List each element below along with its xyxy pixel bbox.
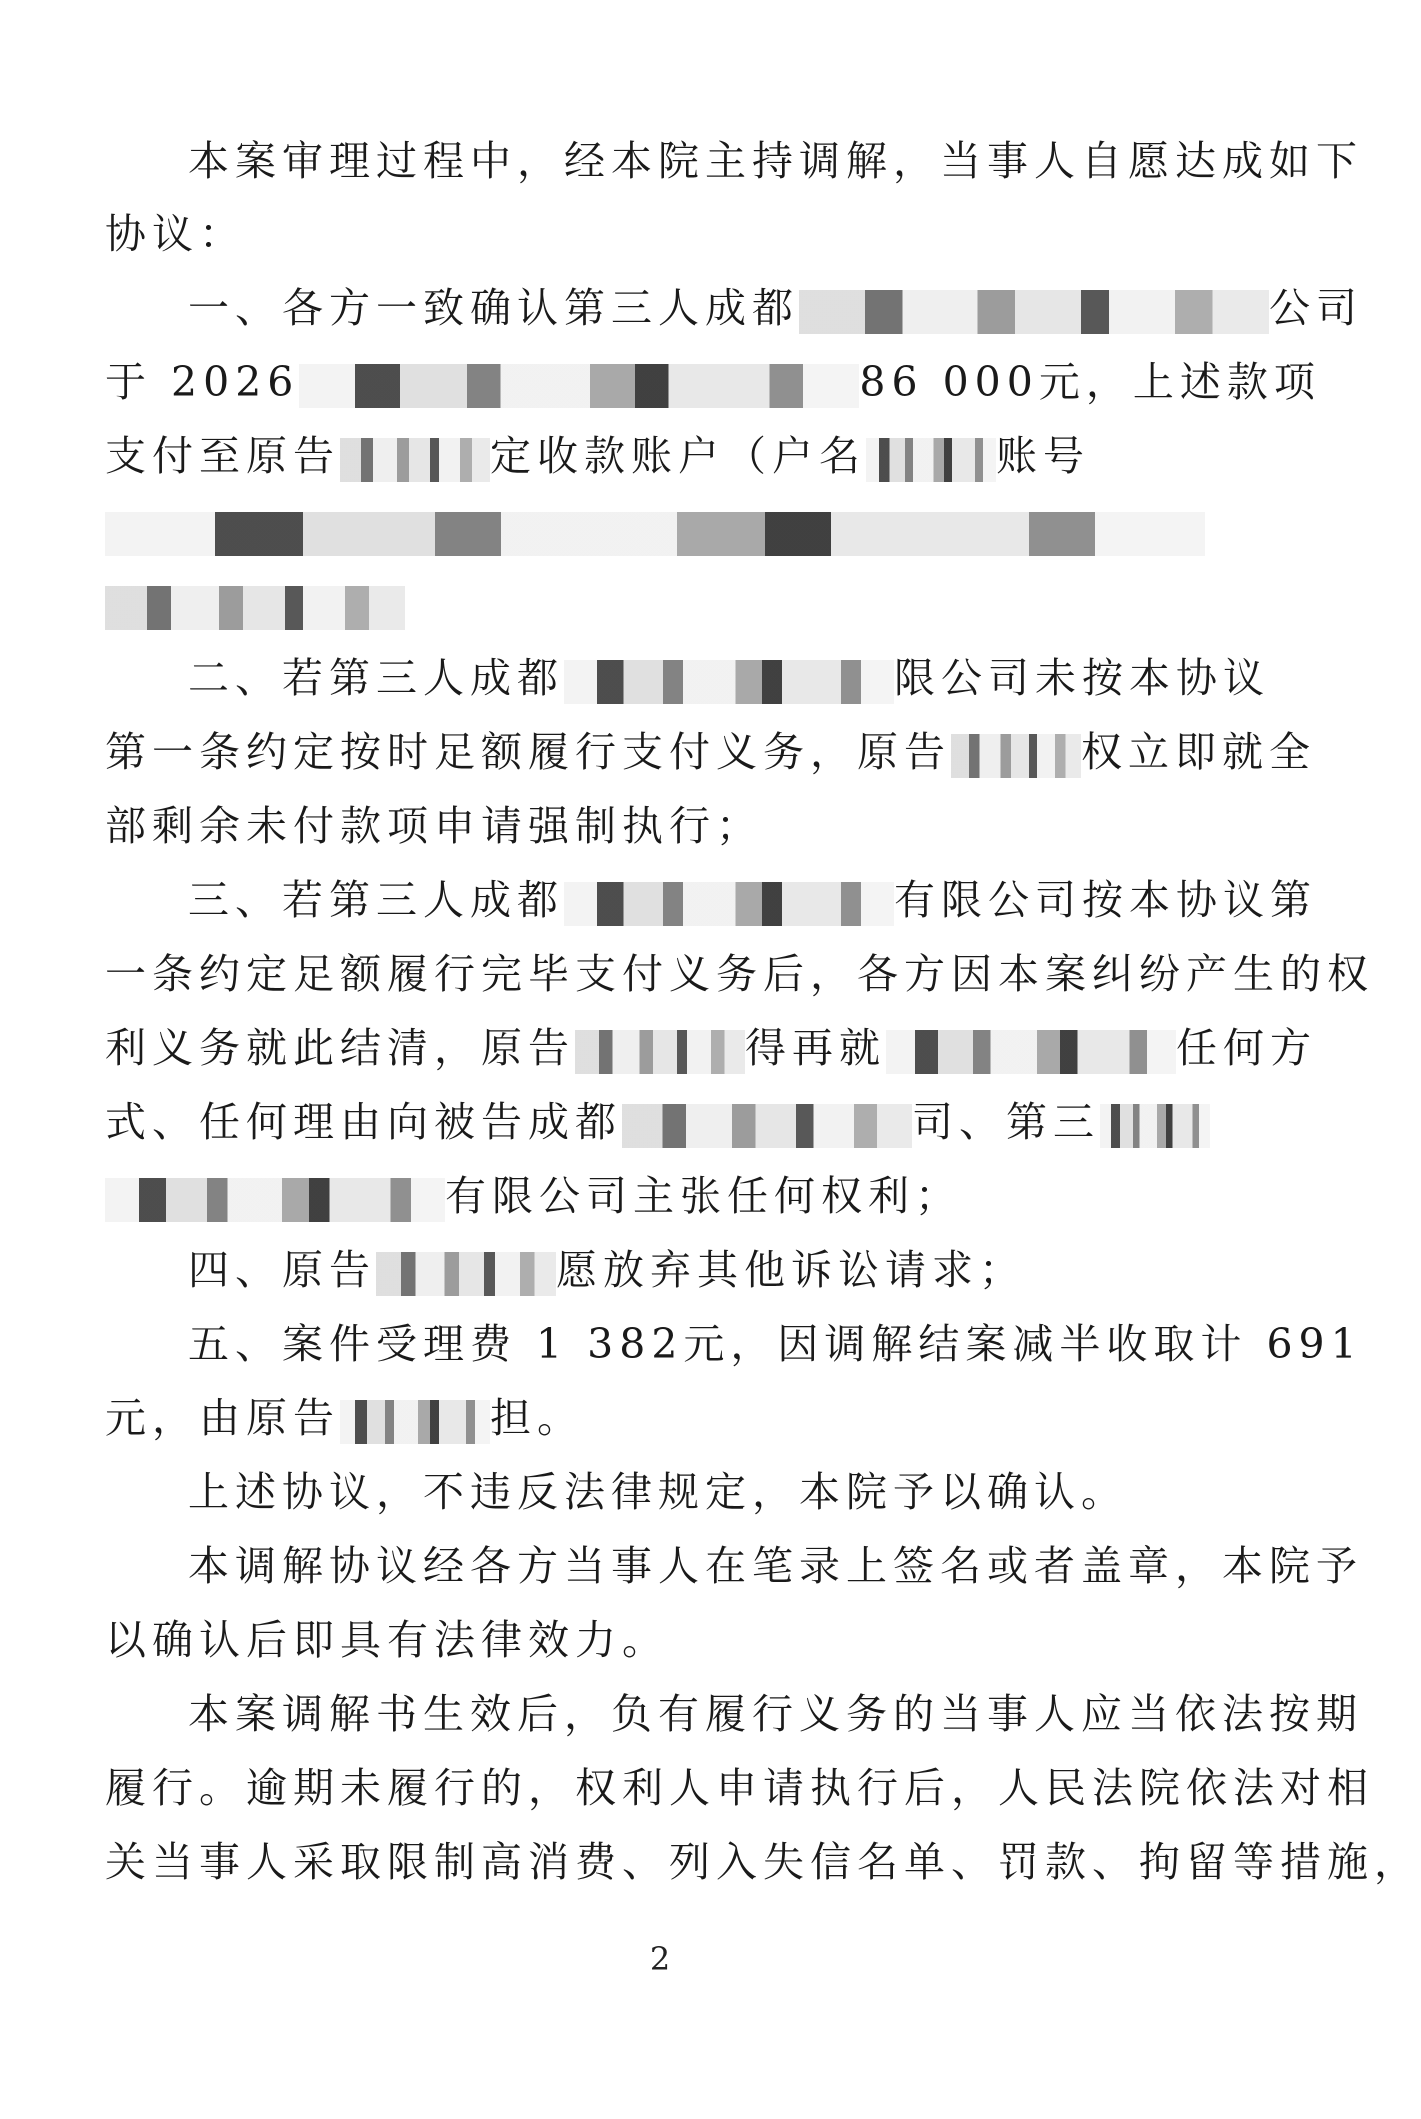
- text-line: 以确认后即具有法律效力。: [105, 1616, 669, 1664]
- redacted-block: [376, 1252, 556, 1296]
- redacted-block: [886, 1030, 1176, 1074]
- text-line: 五、案件受理费 1 382元，因调解结案减半收取计 691: [188, 1320, 1363, 1368]
- redacted-block: [105, 512, 1205, 556]
- redacted-block: [105, 1178, 445, 1222]
- text-line: 支付至原告 定收款账户（户名 账号: [105, 432, 1090, 480]
- redacted-block: [105, 586, 405, 630]
- redacted-block: [951, 734, 1081, 778]
- text-line: 履行。逾期未履行的，权利人申请执行后，人民法院依法对相: [105, 1764, 1374, 1812]
- text-line: 一条约定足额履行完毕支付义务后，各方因本案纠纷产生的权: [105, 950, 1374, 998]
- text-line: 四、原告 愿放弃其他诉讼请求；: [188, 1246, 1026, 1294]
- text-line: [105, 504, 1205, 556]
- text-line: 有限公司主张任何权利；: [105, 1170, 962, 1222]
- text-line: 协议：: [105, 210, 246, 258]
- text-line: 部剩余未付款项申请强制执行；: [105, 802, 763, 850]
- text-line: 一、各方一致确认第三人成都 公司: [188, 284, 1363, 332]
- redacted-block: [866, 438, 996, 482]
- text-line: 于 2026 86 000元，上述款项: [105, 358, 1321, 406]
- text-line: 元，由原告 担。: [105, 1394, 584, 1442]
- text-line: 本案调解书生效后，负有履行义务的当事人应当依法按期: [188, 1690, 1363, 1738]
- text-line: 上述协议，不违反法律规定，本院予以确认。: [188, 1468, 1128, 1516]
- redacted-block: [622, 1104, 912, 1148]
- redacted-block: [564, 882, 894, 926]
- redacted-block: [340, 438, 490, 482]
- page-number: 2: [649, 1940, 671, 1978]
- redacted-block: [1100, 1104, 1210, 1148]
- redacted-block: [799, 290, 1269, 334]
- redacted-block: [575, 1030, 745, 1074]
- redacted-block: [340, 1400, 490, 1444]
- text-line: 式、任何理由向被告成都 司、第三: [105, 1096, 1210, 1148]
- text-line: [105, 578, 405, 630]
- text-line: 本案审理过程中，经本院主持调解，当事人自愿达成如下: [188, 137, 1363, 185]
- text-line: 三、若第三人成都 有限公司按本协议第: [188, 876, 1317, 924]
- text-line: 本调解协议经各方当事人在笔录上签名或者盖章，本院予: [188, 1542, 1363, 1590]
- redacted-block: [564, 660, 894, 704]
- text-line: 二、若第三人成都 限公司未按本协议: [188, 654, 1270, 702]
- text-line: 第一条约定按时足额履行支付义务，原告 权立即就全: [105, 728, 1316, 776]
- text-line: 关当事人采取限制高消费、列入失信名单、罚款、拘留等措施，: [105, 1838, 1421, 1886]
- redacted-block: [299, 364, 859, 408]
- text-line: 利义务就此结清，原告 得再就 任何方: [105, 1024, 1317, 1072]
